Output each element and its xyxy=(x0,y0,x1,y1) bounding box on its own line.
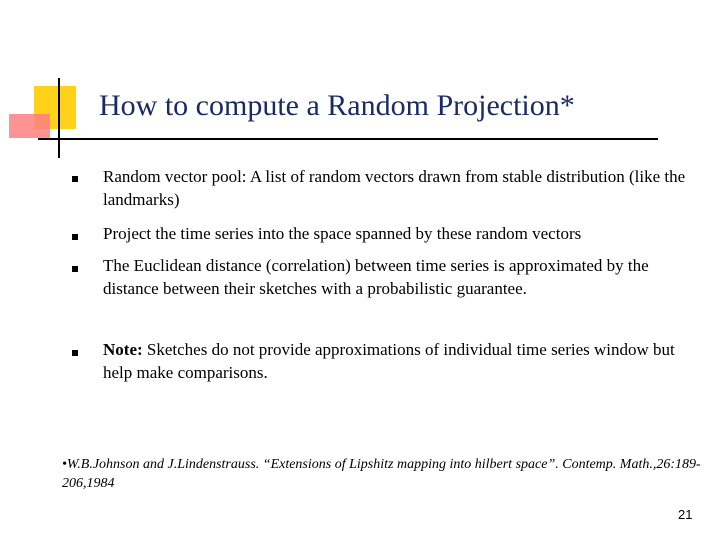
decorative-red-square xyxy=(9,114,50,138)
decorative-vertical-line xyxy=(58,78,60,158)
slide-title: How to compute a Random Projection* xyxy=(99,89,575,122)
note-label: Note: xyxy=(103,340,143,359)
bullet-marker-1 xyxy=(72,176,78,182)
reference-citation: •W.B.Johnson and J.Lindenstrauss. “Extensions of Lipshitz mapping into hilbert space”. Contemp. Math.,26:189-206,1984 xyxy=(62,457,701,491)
bullet-marker-2 xyxy=(72,234,78,240)
bullet-text-4 xyxy=(103,338,693,384)
title-underline xyxy=(38,138,658,140)
bullet-text-3: The Euclidean distance (correlation) between time series is approximated by the distance between their sketches with a probabilistic guarantee. xyxy=(103,256,649,298)
bullet-text-2: Project the time series into the space spanned by these random vectors xyxy=(103,224,582,243)
page-number: 21 xyxy=(678,507,693,522)
bullet-marker-3 xyxy=(72,266,78,272)
bullet-marker-4 xyxy=(72,350,78,356)
note-text: Sketches do not provide approximations of individual time series window but help make comparisons. xyxy=(103,340,675,382)
bullet-text-1: Random vector pool: A list of random vectors drawn from stable distribution (like the landmarks) xyxy=(103,167,686,209)
